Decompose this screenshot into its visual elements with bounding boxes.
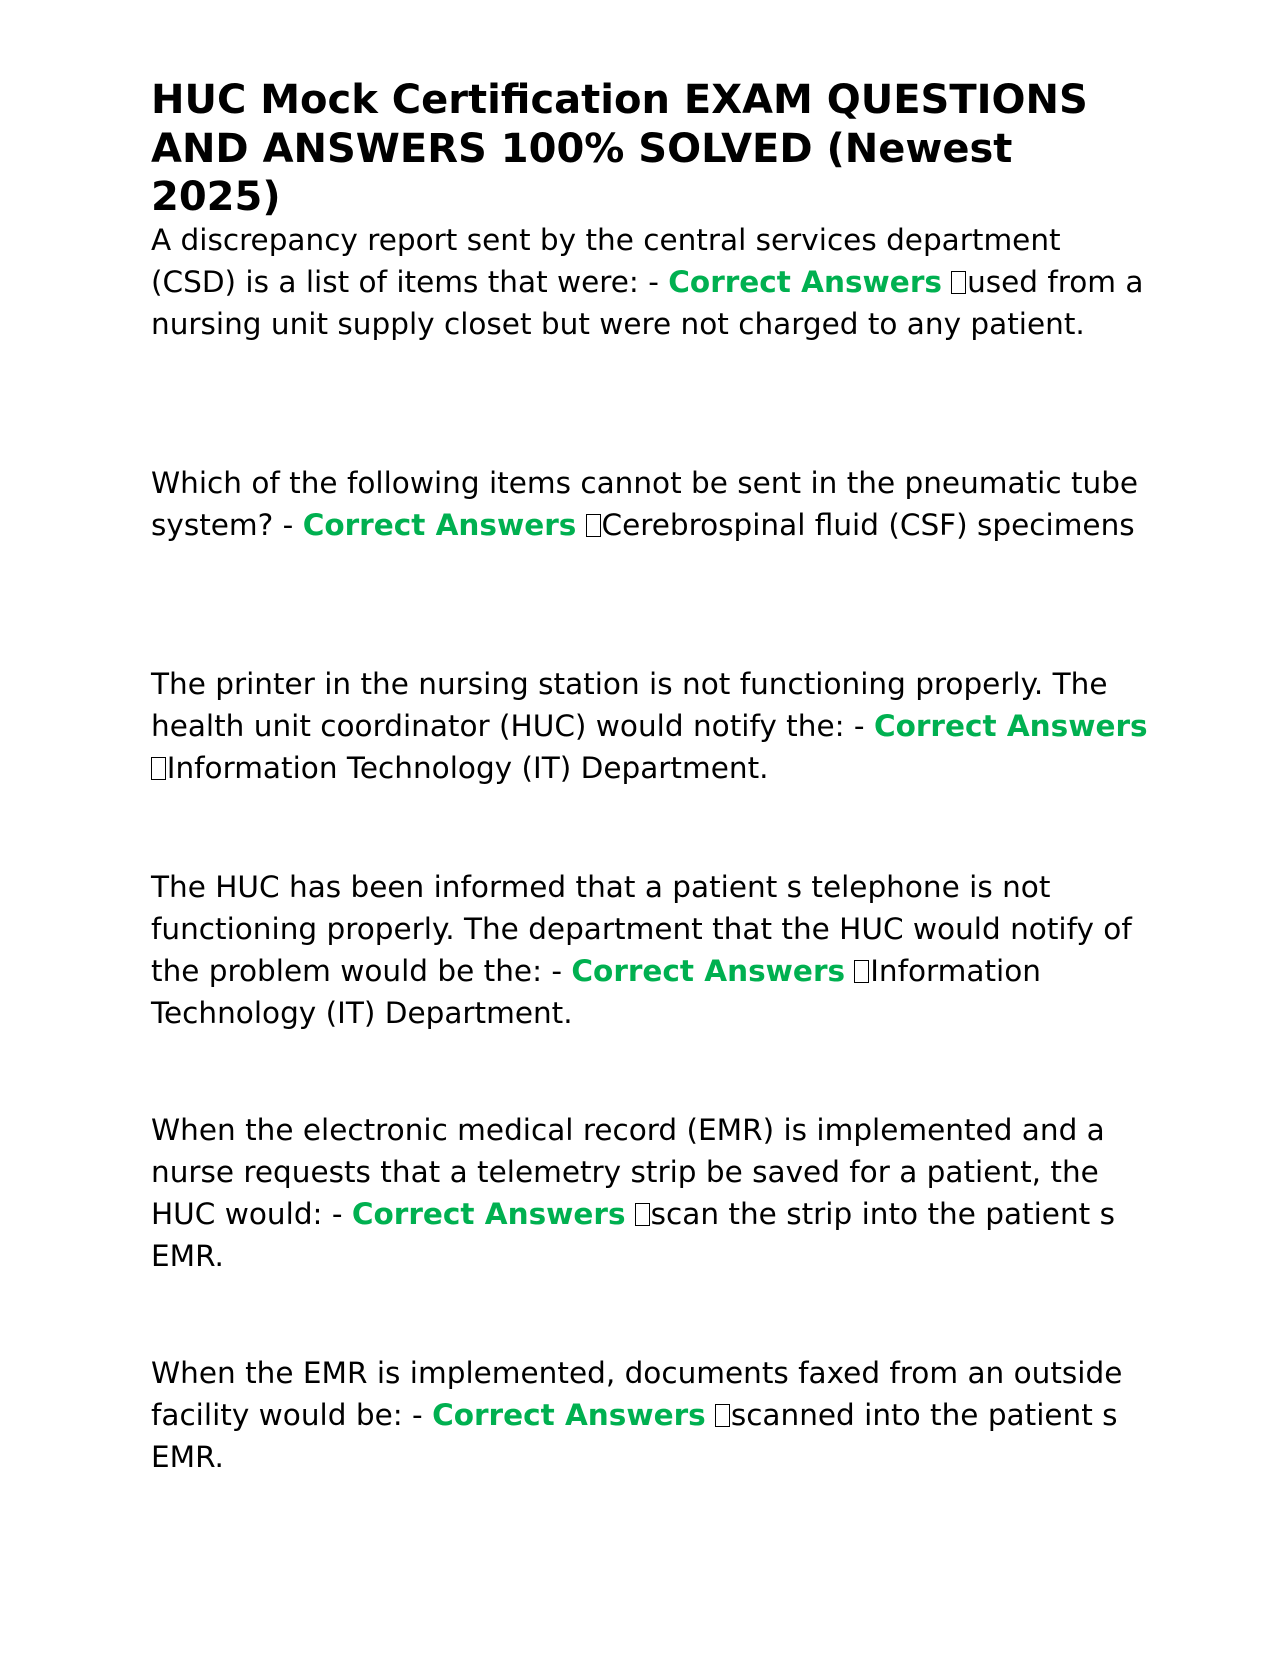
- qa-item: [151, 1352, 1151, 1478]
- correct-answers-label: Correct Answers: [302, 508, 577, 542]
- question-text: The printer in the nursing station is not functioning properly. The health unit coordinator (HUC) would notify the: -: [151, 667, 1108, 743]
- question-text: Which of the following items cannot be sent in the pneumatic tube system? -: [151, 466, 1139, 542]
- answer-text: used from a nursing unit supply closet but were not charged to any patient.: [151, 265, 1144, 341]
- question-text: When the electronic medical record (EMR) is implemented and a nurse requests that a telemetry strip be saved for a patient, the HUC would: -: [151, 1113, 1105, 1231]
- qa-item: [151, 219, 1151, 345]
- question-text: The HUC has been informed that a patient s telephone is not functioning properly. The department that the HUC would notify of the problem would be the: -: [151, 870, 1132, 988]
- question-text: When the EMR is implemented, documents faxed from an outside facility would be: -: [151, 1356, 1123, 1432]
- question-text: A discrepancy report sent by the central services department (CSD) is a list of items that were: -: [151, 223, 1061, 299]
- correct-answers-label: Correct Answers: [571, 954, 846, 988]
- missing-glyph-icon: [151, 757, 166, 780]
- correct-answers-label: Correct Answers: [873, 709, 1148, 743]
- answer-text: scan the strip into the patient s EMR.: [151, 1197, 1115, 1273]
- answer-text: Cerebrospinal fluid (CSF) specimens: [601, 508, 1135, 542]
- answer-text: Information Technology (IT) Department.: [166, 751, 769, 785]
- correct-answers-label: Correct Answers: [351, 1197, 626, 1231]
- qa-item: [151, 866, 1151, 1034]
- document-title: HUC Mock Certification EXAM QUESTIONS AND ANSWERS 100% SOLVED (Newest 2025): [151, 77, 1088, 220]
- qa-item: [151, 1109, 1151, 1277]
- qa-item: [151, 663, 1151, 789]
- answer-text: scanned into the patient s EMR.: [151, 1398, 1118, 1474]
- correct-answers-label: Correct Answers: [432, 1398, 706, 1432]
- answer-text: Information Technology (IT) Department.: [151, 954, 1041, 1030]
- missing-glyph-icon: [586, 514, 601, 537]
- correct-answers-label: Correct Answers: [668, 265, 942, 299]
- missing-glyph-icon: [635, 1203, 650, 1226]
- missing-glyph-icon: [951, 271, 966, 294]
- missing-glyph-icon: [715, 1404, 730, 1427]
- missing-glyph-icon: [854, 960, 869, 983]
- qa-item: [151, 462, 1151, 546]
